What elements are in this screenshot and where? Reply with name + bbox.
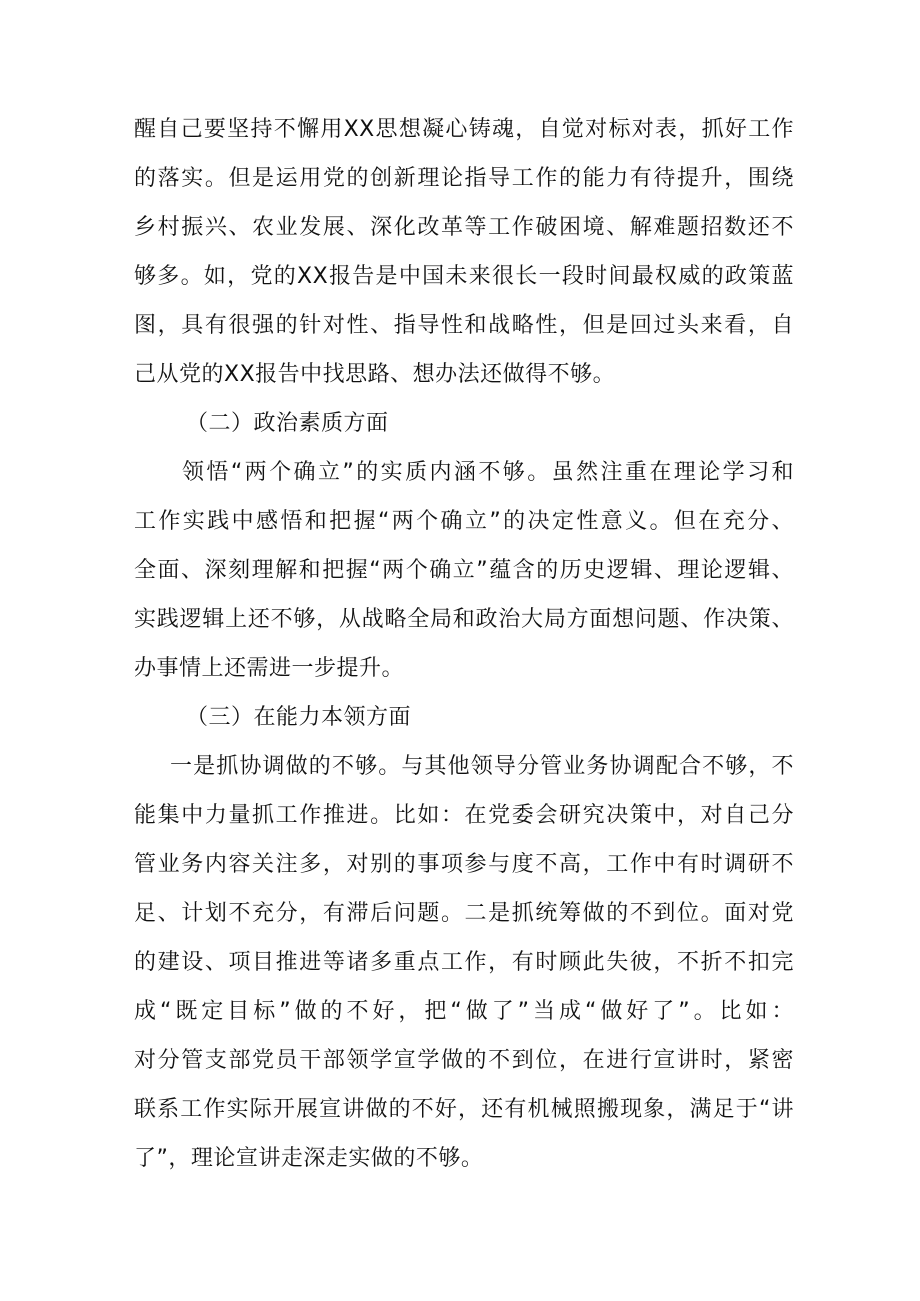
paragraph-3-line-6: 成“既定目标”做的不好，把“做了”当成“做好了”。比如： — [134, 999, 794, 1024]
paragraph-1-line-5: 图，具有很强的针对性、指导性和战略性，但是回过头来看，自 — [134, 313, 794, 338]
paragraph-3-line-4: 足、计划不充分，有滞后问题。二是抓统筹做的不到位。面对党 — [134, 901, 794, 926]
paragraph-2-line-4: 实践逻辑上还不够，从战略全局和政治大局方面想问题、作决策、 — [134, 607, 794, 632]
paragraph-1-line-4: 够多。如，党的XX报告是中国未来很长一段时间最权威的政策蓝 — [134, 264, 794, 289]
paragraph-3-line-8: 联系工作实际开展宣讲做的不好，还有机械照搬现象，满足于“讲 — [134, 1097, 794, 1122]
paragraph-2-line-1: 领悟“两个确立”的实质内涵不够。虽然注重在理论学习和 — [182, 460, 794, 485]
paragraph-3-line-3: 管业务内容关注多，对别的事项参与度不高，工作中有时调研不 — [134, 852, 794, 877]
paragraph-3-line-9: 了”，理论宣讲走深走实做的不够。 — [134, 1146, 484, 1171]
paragraph-3-line-7: 对分管支部党员干部领学宣学做的不到位，在进行宣讲时，紧密 — [134, 1048, 794, 1073]
paragraph-2-line-3: 全面、深刻理解和把握“两个确立”蕴含的历史逻辑、理论逻辑、 — [134, 558, 794, 583]
paragraph-1-line-2: 的落实。但是运用党的创新理论指导工作的能力有待提升，围绕 — [134, 166, 794, 191]
section-heading-political-quality: （二）政治素质方面 — [186, 411, 389, 436]
paragraph-3-line-1: 一是抓协调做的不够。与其他领导分管业务协调配合不够，不 — [170, 754, 794, 779]
paragraph-3-line-5: 的建设、项目推进等诸多重点工作，有时顾此失彼，不折不扣完 — [134, 950, 794, 975]
paragraph-3-line-2: 能集中力量抓工作推进。比如：在党委会研究决策中，对自己分 — [134, 803, 794, 828]
paragraph-1-line-6: 己从党的XX报告中找思路、想办法还做得不够。 — [134, 362, 616, 387]
section-heading-ability: （三）在能力本领方面 — [186, 705, 412, 730]
paragraph-1-line-3: 乡村振兴、农业发展、深化改革等工作破困境、解难题招数还不 — [134, 215, 794, 240]
paragraph-2-line-5: 办事情上还需进一步提升。 — [134, 656, 405, 681]
paragraph-1-line-1: 醒自己要坚持不懈用XX思想凝心铸魂，自觉对标对表，抓好工作 — [134, 117, 794, 142]
paragraph-2-line-2: 工作实践中感悟和把握“两个确立”的决定性意义。但在充分、 — [134, 509, 795, 534]
